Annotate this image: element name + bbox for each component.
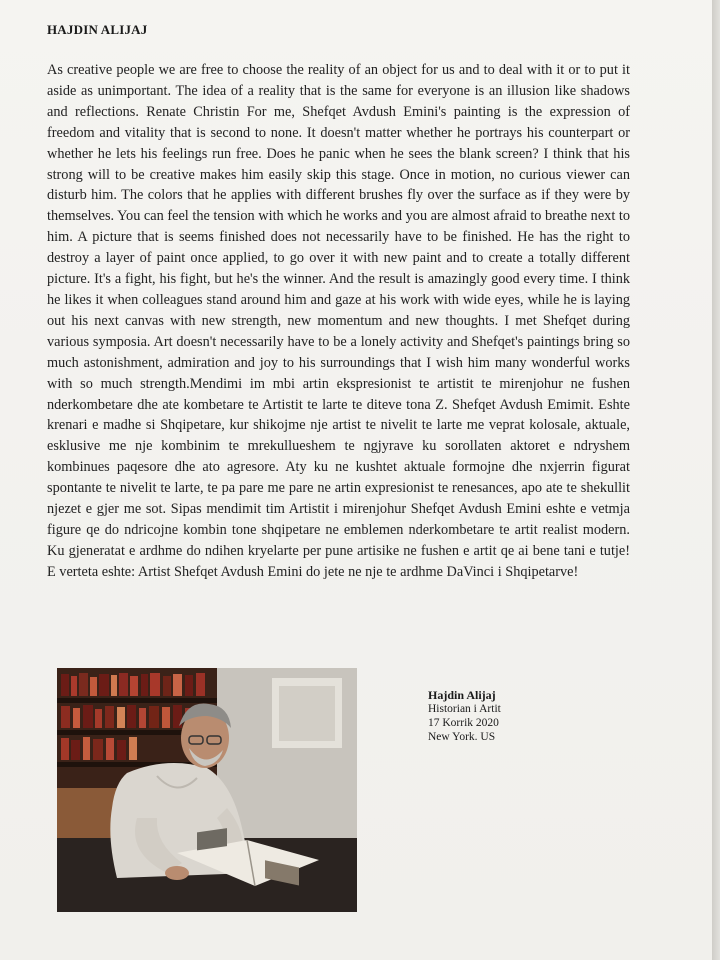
signature-name: Hajdin Alijaj bbox=[428, 688, 496, 702]
man-reading-book-photo bbox=[57, 668, 357, 912]
article-body: As creative people we are free to choose the reality of an object for us and to deal with it or to put it aside as unimportant. The idea of a reality that is the same for everyone is an illusion like shadows and reflections. Renate Christin For me, Shefqet Avdush Emini's painting is the expression of freedom and vitality that is second to none. It doesn't matter whether he portrays his counterpart or whether he lets his feelings run free. Does he panic when he sees the blank screen? I think that his strong will to be creative makes him easily skip this stage. Once in motion, no curious viewer can disturb him. The colors that he applies with different brushes fly over the surface as if they were by themselves. You can feel the tension with which he works and you are almost afraid to breathe next to him. A picture that is seems finished does not necessarily have to be finished. He has the right to destroy a layer of paint once applied, to go over it with new paint and to create a totally different picture. It's a fight, his fight, but he's the winner. And the result is amazingly good every time. I think he likes it when colleagues stand around him and gaze at his work with wide eyes, while he is laying out his next canvas with new strength, new momentum and new thoughts. I met Shefqet during various symposia. Art doesn't necessarily have to be a lonely activity and Shefqet's paintings bring so much astonishment, admiration and joy to his surroundings that I wish him many wonderful works with so much strength.Mendimi im mbi artin ekspresionist te artistit te mirenjohur ne fushen nderkombetare dhe ate kombetare te Artistit te larte te diteve tona Z. Shefqet Avdush Emimit. Eshte krenari e madhe si Shqipetare, kur shikojme nje artist te nivelit te larte me veprat kolosale, aktuale, esklusive me nje kombinim te mrekullueshem te ngjyrave ku sorollaten aktoret e ndryshem kombinues paqesore dhe ato agresore. Aty ku ne kushtet aktuale formojne dhe nxjerrin figurat spontante te nivelit te larte, te pa pare me pare ne artin expresionist te renesances, apo ate te shekullit njezet e gjer me sot. Sipas mendimit tim Artistit i mirenjohur Shefqet Avdush Emini eshte e vetmja figure qe do ndricojne kombin tone shqipetare ne emblemen nderkombetare te artit realist modern. Ku gjeneratat e ardhme do ndihen kryelarte per pune artisike ne fushen e artit qe ai bene tani e tutje! E verteta eshte: Artist Shefqet Avdush Emini do jete ne nje te ardhme DaVinci i Shqipetarve! bbox=[47, 62, 630, 580]
signature-block bbox=[428, 688, 501, 744]
author-photo bbox=[57, 668, 357, 912]
author-heading: HAJDIN ALIJAJ bbox=[47, 22, 148, 37]
signature-date: 17 Korrik 2020 bbox=[428, 717, 499, 729]
signature-location: New York. US bbox=[428, 731, 496, 743]
page-edge bbox=[712, 0, 720, 960]
signature-title: Historian i Artit bbox=[428, 703, 501, 715]
